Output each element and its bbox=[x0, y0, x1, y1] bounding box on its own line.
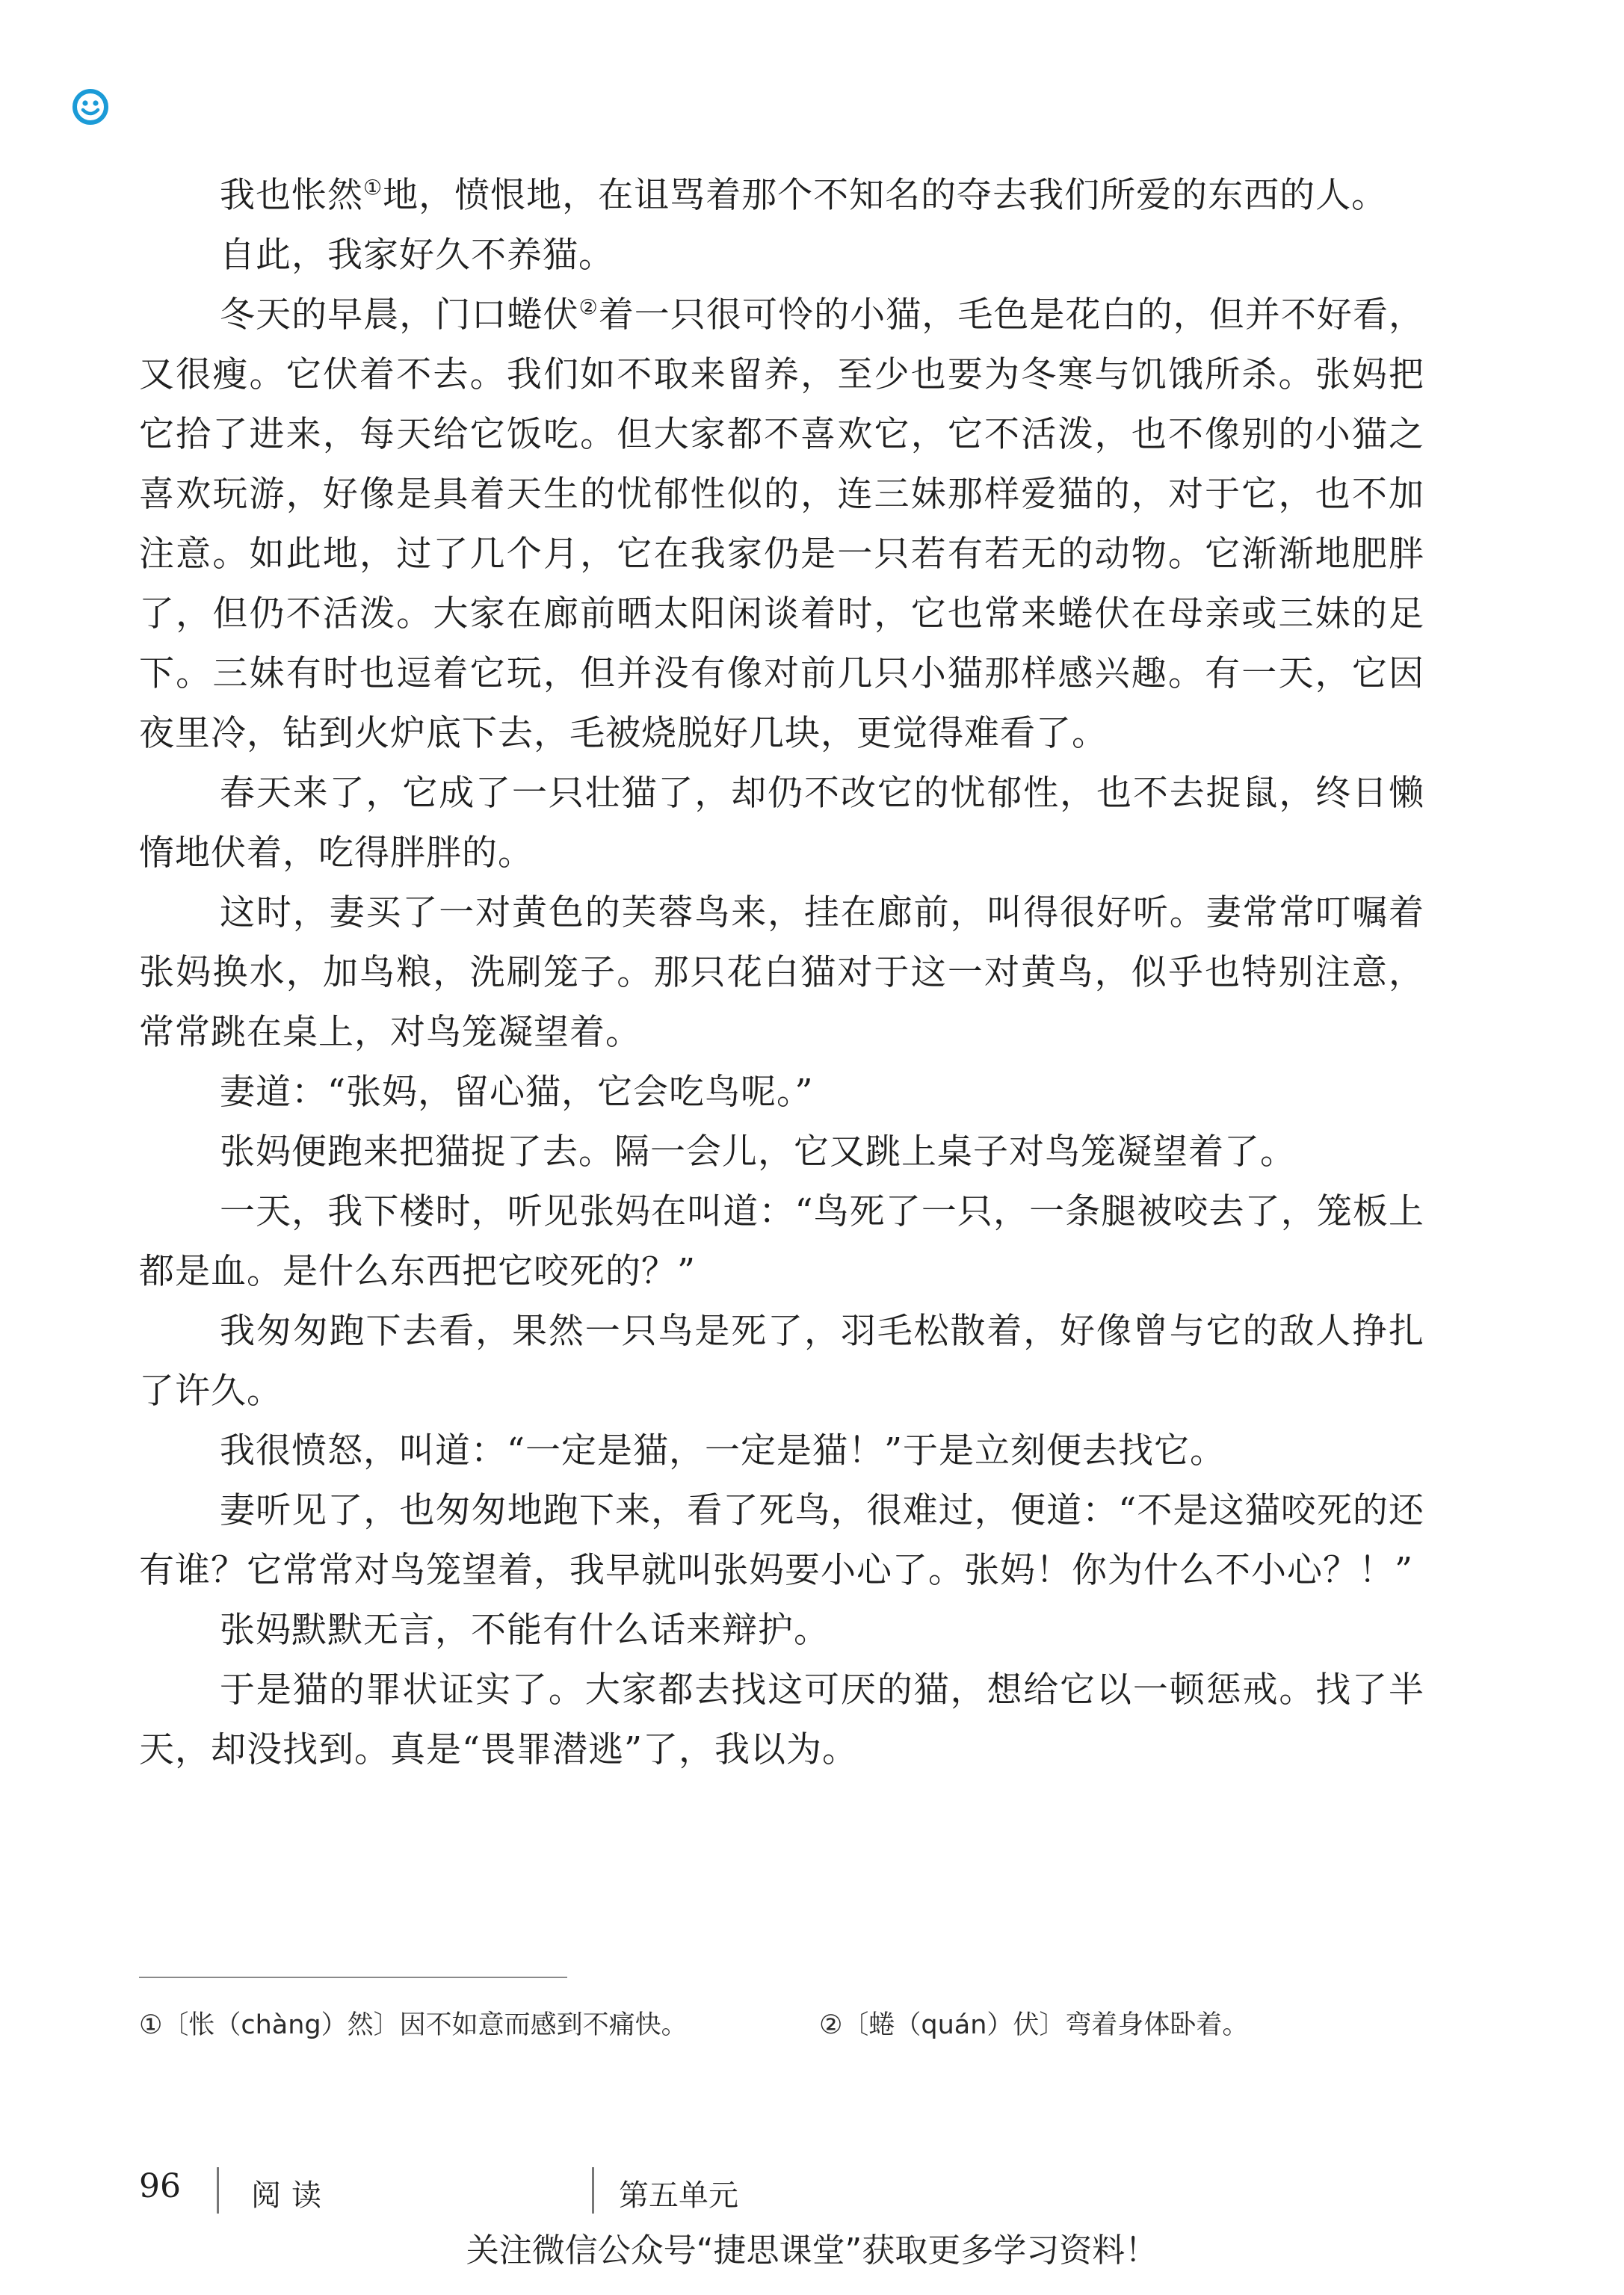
page-number: 96 bbox=[139, 2167, 181, 2205]
section-label: 阅读 bbox=[251, 2178, 332, 2213]
paragraph-10: 我很愤怒，叫道：“一定是猫，一定是猫！”于是立刻便去找它。 bbox=[220, 1430, 1226, 1471]
footnote-2: ②〔蜷（quán）伏〕弯着身体卧着。 bbox=[819, 2010, 1249, 2040]
paragraph-1: 我也怅然①地，愤恨地，在诅骂着那个不知名的夺去我们所爱的东西的人。 bbox=[220, 175, 1388, 216]
footnote-marker-2[interactable]: ② bbox=[578, 294, 599, 320]
paragraph-4: 春天来了，它成了一只壮猫了，却仍不改它的忧郁性，也不去捉鼠，终日懒惰地伏着，吃得胖胖的。 bbox=[139, 773, 1424, 874]
promo-banner: 关注微信公众号“捷思课堂”获取更多学习资料！ bbox=[466, 2231, 1158, 2270]
paragraph-6: 妻道：“张妈，留心猫，它会吃鸟呢。” bbox=[220, 1072, 814, 1113]
footer-divider bbox=[592, 2167, 594, 2214]
footer-divider bbox=[217, 2167, 219, 2214]
unit-label: 第五单元 bbox=[619, 2178, 738, 2213]
paragraph-3: 冬天的早晨，门口蜷伏②着一只很可怜的小猫，毛色是花白的，但并不好看，又很瘦。它伏着不去。我们如不取来留养，至少也要为冬寒与饥饿所杀。张妈把它拾了进来，每天给它饭吃。但大家都不喜欢它，它不活泼，也不像别的小猫之喜欢玩游，好像是具着天生的忧郁性似的，连三妹那样爱猫的，对于它，也不加注意。如此地，过了几个月，它在我家仍是一只若有若无的动物。它渐渐地肥胖了，但仍不活泼。大家在廊前晒太阳闲谈着时，它也常来蜷伏在母亲或三妹的足下。三妹有时也逗着它玩，但并没有像对前几只小猫那样感兴趣。有一天，它因夜里冷，钻到火炉底下去，毛被烧脱好几块，更觉得难看了。 bbox=[139, 294, 1425, 754]
paragraph-13: 于是猫的罪状证实了。大家都去找这可厌的猫，想给它以一顿惩戒。找了半天，却没找到。真是“畏罪潜逃”了，我以为。 bbox=[139, 1669, 1424, 1770]
article-body bbox=[139, 166, 1424, 1780]
paragraph-9: 我匆匆跑下去看，果然一只鸟是死了，羽毛松散着，好像曾与它的敌人挣扎了许久。 bbox=[139, 1311, 1424, 1412]
footnote-1: ①〔怅（chàng）然〕因不如意而感到不痛快。 bbox=[139, 2010, 688, 2040]
paragraph-12: 张妈默默无言，不能有什么话来辩护。 bbox=[220, 1610, 830, 1651]
footnote-divider bbox=[139, 1977, 567, 1978]
smiley-face-icon bbox=[72, 88, 109, 126]
paragraph-5: 这时，妻买了一对黄色的芙蓉鸟来，挂在廊前，叫得很好听。妻常常叮嘱着张妈换水，加鸟粮，洗刷笼子。那只花白猫对于这一对黄鸟，似乎也特别注意，常常跳在桌上，对鸟笼凝望着。 bbox=[139, 892, 1424, 1053]
footnote-marker-1[interactable]: ① bbox=[363, 175, 383, 200]
paragraph-11: 妻听见了，也匆匆地跑下来，看了死鸟，很难过，便道：“不是这猫咬死的还有谁？它常常对鸟笼望着，我早就叫张妈要小心了。张妈！你为什么不小心？！” bbox=[139, 1490, 1424, 1591]
paragraph-7: 张妈便跑来把猫捉了去。隔一会儿，它又跳上桌子对鸟笼凝望着了。 bbox=[220, 1131, 1296, 1173]
paragraph-8: 一天，我下楼时，听见张妈在叫道：“鸟死了一只，一条腿被咬去了，笼板上都是血。是什么东西把它咬死的？” bbox=[139, 1191, 1424, 1292]
paragraph-2: 自此，我家好久不养猫。 bbox=[220, 235, 614, 276]
